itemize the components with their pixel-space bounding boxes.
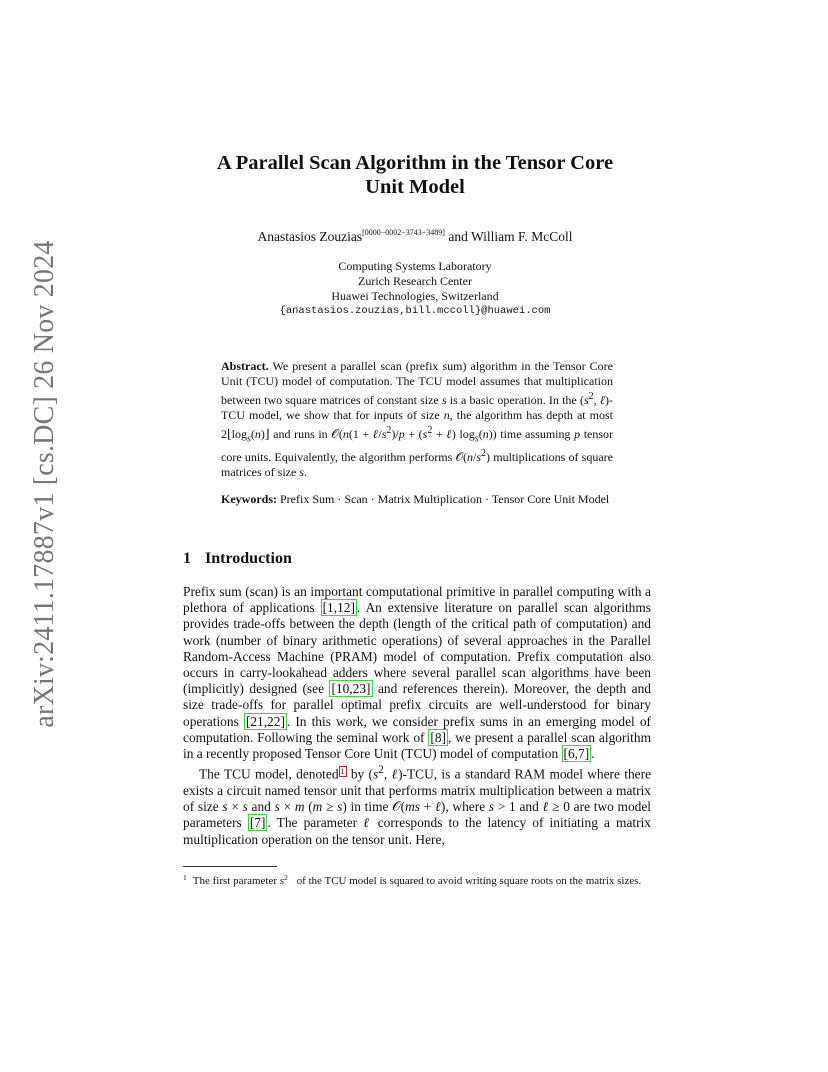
arxiv-sidebar-stamp <box>29 240 61 728</box>
affiliation-lab: Computing Systems Laboratory <box>338 259 492 273</box>
paragraph-1: Prefix sum (scan) is an important computational primitive in parallel computing with a plethora of applications [1,12] . An extensive literature on parallel scan algorithms provides trade-offs between the depth (length of the critical path of computation) and work (number of binary arithmetic operations) of several approaches in the Parallel Random-Access Machine (PRAM) model of computation. Prefix computation also occurs in carry-lookahead adders where several parallel scan algorithms have been (implicitly) designed (see [10,23] and references therein). Moreover, the depth and size trade-offs for parallel optimal prefix circuits are well-understood for binary operations [21,22] . In this work, we consider prefix sums in an emerging model of computation. Following the seminal work of [8] , we present a parallel scan algorithm in a recently proposed Tensor Core Unit (TCU) model of computation [6,7] . <box>183 584 651 762</box>
co-author-name: and William F. McColl <box>444 229 573 244</box>
affiliation <box>180 259 650 319</box>
title-line-1: A Parallel Scan Algorithm in the Tensor Core <box>216 152 614 174</box>
introduction-body <box>183 584 651 848</box>
citation-link[interactable]: [10,23] <box>331 681 371 697</box>
abstract <box>221 359 613 480</box>
affiliation-center: Zurich Research Center <box>358 274 472 288</box>
section-title: Introduction <box>205 550 292 567</box>
keywords-list: Prefix Sum · Scan · Matrix Multiplication · Tensor Core Unit Model <box>280 492 610 506</box>
footnote-link[interactable]: 1 <box>340 766 345 776</box>
section-number: 1 <box>183 550 191 567</box>
footnote-rule <box>183 866 277 867</box>
citation-link[interactable]: [8] <box>430 729 447 745</box>
affiliation-company: Huawei Technologies, Switzerland <box>331 289 499 303</box>
footnote: $^1$ The first parameter $s^2$ of the TCU model is squared to avoid writing square roots on the matrix sizes. <box>183 873 642 887</box>
title-line-2: Unit Model <box>365 176 465 198</box>
author-emails[interactable]: {anastasios.zouzias,bill.mccoll}@huawei.com <box>279 305 551 317</box>
author-list <box>180 228 650 245</box>
arxiv-identifier: arXiv:2411.17887v1 [cs.DC] 26 Nov 2024 <box>29 240 60 728</box>
orcid-id[interactable]: [0000−0002−3743−3489] <box>362 228 445 237</box>
citation-link[interactable]: [6,7] <box>563 746 590 762</box>
paper-title <box>180 151 650 199</box>
keywords-label: Keywords: <box>221 492 277 506</box>
keywords <box>221 492 613 507</box>
citation-link[interactable]: [21,22] <box>245 713 285 729</box>
author-name: Anastasios Zouzias <box>257 229 363 244</box>
section-heading <box>183 550 292 568</box>
citation-link[interactable]: [1,12] <box>322 600 355 616</box>
footnote-number: 1 <box>183 873 187 882</box>
paragraph-2: The TCU model, denoted $^1$ by ($s^2$, ℓ)-TCU, is a standard RAM model where there exists a circuit named tensor unit that performs matrix multiplication between a matrix of size s × s and s × m (m ≥ s) in time 𝒪(ms + ℓ), where s > 1 and ℓ ≥ 0 are two model parameters [7] . The parameter ℓ corresponds to the latency of initiating a matrix multiplication operation on the tensor unit. Here, <box>183 764 652 847</box>
abstract-text: We present a parallel scan (prefix sum) algorithm in the Tensor Core Unit (TCU) model of computation. The TCU model assumes that multiplication between two square matrices of constant size s is a basic operation. In the ($s^2$, ℓ)-TCU model, we show that for inputs of size n, the algorithm has depth at most $2⌊\log_s(n)⌋$ and runs in 𝒪(n(1 + $\ell/s^2)/p + (s^2$ + ℓ) $\log_s(n)$) time assuming p tensor core units. Equivalently, the algorithm performs $𝒪(n/s^2)$ multiplications of square matrices of size s. <box>221 359 614 480</box>
citation-link[interactable]: [7] <box>249 815 266 831</box>
abstract-label: Abstract. <box>221 359 269 373</box>
